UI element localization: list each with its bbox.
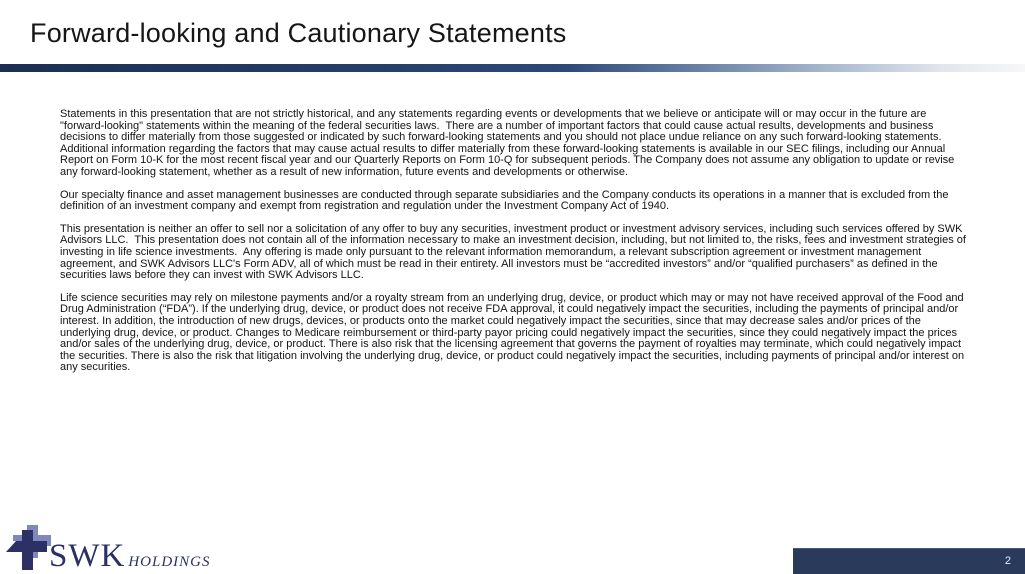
disclaimer-paragraph: Life science securities may rely on milestone payments and/or a royalty stream from an underlying drug, device, or product which may or may not have received approval of the Food and Drug Administration (“FDA”). If the underlying drug, device, or product does not receive FDA approval, it could negatively impact the securities, including the payments of principal and/or interest. In addition, the introduction of new drugs, devices, or products onto the market could negatively impact the securities, since that may decrease sales and/or prices of the underlying drug, device, or product. Changes to Medicare reimbursement or third-party payor pricing could negatively impact the securities, since they could negatively impact the prices and/or sales of the underlying drug, device, or product. There is also risk that the licensing agreement that governs the payment of royalties may terminate, which could negatively impact the securities. There is also the risk that litigation involving the underlying drug, device, or product could negatively impact the securities, including payments of principal and/or interest on any securities.	[60, 291, 968, 374]
accent-gradient-bar	[0, 64, 1025, 72]
swk-holdings-logo	[6, 525, 211, 574]
disclaimer-paragraph: This presentation is neither an offer to sell nor a solicitation of any offer to buy any securities, investment product or investment advisory services, including such services offered by SWK Advisors LLC. This presentation does not contain all of the information necessary to make an investment decision, including, but not limited to, the risks, fees and investment strategies of investing in life science investments. Any offering is made only pursuant to the relevant information memorandum, a relevant subscription agreement or investment management agreement, and SWK Advisors LLC's Form ADV, all of which must be read in their entirety. All investors must be “accredited investors” and/or “qualified purchasers” as defined in the securities laws before they can invest with SWK Advisors LLC.	[60, 222, 970, 282]
disclaimer-text	[60, 109, 968, 385]
page-number: 2	[1004, 555, 1011, 567]
page-title: Forward-looking and Cautionary Statements	[30, 18, 567, 48]
disclaimer-paragraph: Statements in this presentation that are not strictly historical, and any statements regarding events or developments that we believe or anticipate will or may occur in the future are "forward-looking" statements within the meaning of the federal securities laws. There are a number of important factors that could cause actual results, developments and business decisions to differ materially from those suggested or indicated by such forward-looking statements and you should not place undue reliance on any such forward-looking statements. Additional information regarding the factors that may cause actual results to differ materially from these forward-looking statements is available in our SEC filings, including our Annual Report on Form 10-K for the most recent fiscal year and our Quarterly Reports on Form 10-Q for subsequent periods. The Company does not assume any obligation to update or revise any forward-looking statement, whether as a result of new information, future events and developments or otherwise.	[60, 108, 958, 178]
logo-holdings-text: HOLDINGS	[128, 554, 211, 570]
logo-swk-text: SWK	[49, 538, 126, 574]
disclaimer-paragraph: Our specialty finance and asset management businesses are conducted through separate subsidiaries and the Company conducts its operations in a manner that is excluded from the definition of an investment company and exempt from registration and regulation under the Investment Company Act of 1940.	[60, 188, 952, 213]
page-number-bar	[793, 548, 1025, 574]
